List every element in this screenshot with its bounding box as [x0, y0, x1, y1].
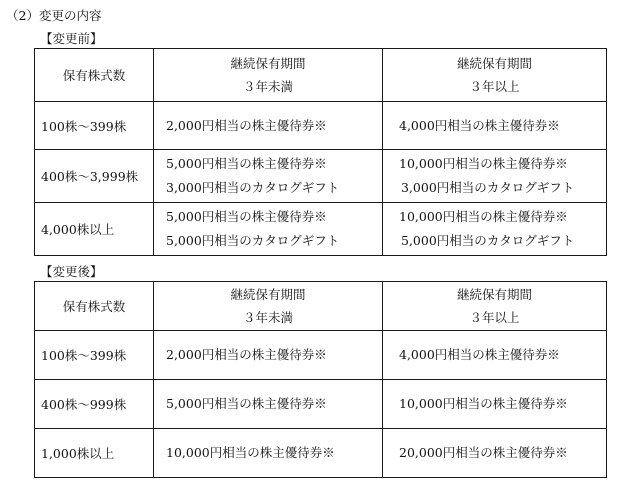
- benefit-line: 3,000円相当のカタログギフト: [166, 180, 340, 195]
- header-over-3-years: [383, 282, 607, 331]
- benefit-over-3-cell: [383, 102, 607, 150]
- after-table: [34, 281, 607, 478]
- benefit-line: 5,000円相当の株主優待券※: [166, 396, 327, 411]
- table-row: [35, 331, 607, 380]
- benefit-line: 2,000円相当の株主優待券※: [166, 117, 327, 133]
- header-line: 継続保有期間: [230, 287, 306, 302]
- table-header-row: [35, 282, 607, 331]
- benefit-line: 4,000円相当の株主優待券※: [399, 347, 560, 362]
- header-line: ３年未満: [242, 79, 293, 94]
- header-line: ３年以上: [469, 310, 520, 325]
- shares-cell: 100株～399株: [35, 102, 154, 150]
- benefit-under-3-cell: [154, 380, 383, 429]
- benefit-line: 20,000円相当の株主優待券※: [399, 445, 568, 460]
- benefit-line: 5,000円相当のカタログギフト: [401, 233, 575, 248]
- shares-cell: 400株～999株: [35, 380, 154, 429]
- table-header-row: [35, 49, 607, 102]
- benefit-under-3-cell: [154, 429, 383, 478]
- header-line: 継続保有期間: [456, 56, 532, 71]
- table-row: [35, 150, 607, 203]
- benefit-line: 10,000円相当の株主優待券※: [166, 445, 335, 460]
- benefit-under-3-cell: [154, 203, 383, 256]
- before-table: [34, 48, 607, 256]
- benefit-under-3-cell: [154, 150, 383, 203]
- table-row: [35, 380, 607, 429]
- benefit-line: 5,000円相当のカタログギフト: [166, 233, 340, 248]
- shares-cell: 4,000株以上: [35, 203, 154, 256]
- header-line: ３年未満: [242, 310, 293, 325]
- section-title: （2）変更の内容: [6, 8, 102, 23]
- benefit-line: 5,000円相当の株主優待券※: [166, 209, 327, 224]
- header-line: 継続保有期間: [456, 287, 532, 302]
- before-label: 【変更前】: [40, 31, 103, 46]
- header-line: ３年以上: [469, 79, 520, 94]
- table-row: [35, 203, 607, 256]
- benefit-line: 5,000円相当の株主優待券※: [166, 156, 327, 171]
- benefit-over-3-cell: [383, 150, 607, 203]
- shares-cell: 400株～3,999株: [35, 150, 154, 203]
- benefit-over-3-cell: [383, 203, 607, 256]
- benefit-line: 10,000円相当の株主優待券※: [399, 209, 568, 224]
- table-row: [35, 102, 607, 150]
- after-label: 【変更後】: [40, 264, 103, 279]
- benefit-over-3-cell: [383, 380, 607, 429]
- benefit-line: 4,000円相当の株主優待券※: [399, 117, 560, 133]
- table-row: [35, 429, 607, 478]
- benefit-under-3-cell: [154, 102, 383, 150]
- benefit-over-3-cell: [383, 331, 607, 380]
- header-shares: 保有株式数: [35, 282, 154, 331]
- benefit-over-3-cell: [383, 429, 607, 478]
- header-under-3-years: [154, 49, 383, 102]
- benefit-line: 2,000円相当の株主優待券※: [166, 347, 327, 362]
- benefit-under-3-cell: [154, 331, 383, 380]
- header-shares: 保有株式数: [35, 49, 154, 102]
- header-over-3-years: [383, 49, 607, 102]
- shares-cell: 1,000株以上: [35, 429, 154, 478]
- benefit-line: 3,000円相当のカタログギフト: [401, 180, 575, 195]
- benefit-line: 10,000円相当の株主優待券※: [399, 396, 568, 411]
- header-under-3-years: [154, 282, 383, 331]
- shares-cell: 100株～399株: [35, 331, 154, 380]
- header-line: 継続保有期間: [230, 56, 306, 71]
- benefit-line: 10,000円相当の株主優待券※: [399, 156, 568, 171]
